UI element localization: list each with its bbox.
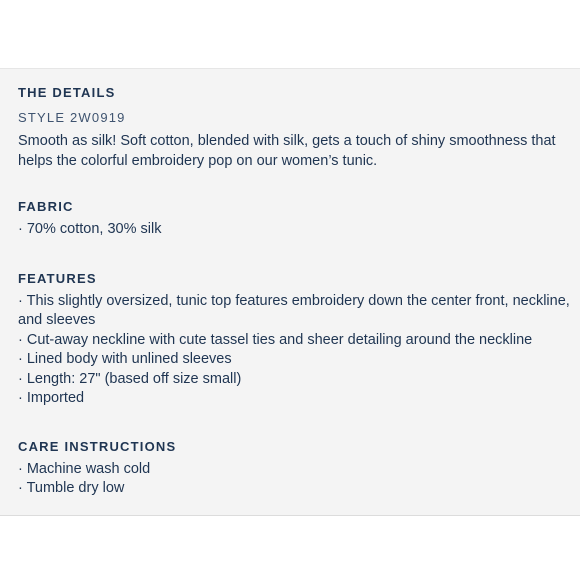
features-section: [18, 271, 570, 409]
fabric-section: [18, 199, 570, 240]
style-number: STYLE 2W0919: [18, 110, 126, 125]
list-item: · Imported: [18, 390, 85, 406]
features-list: [18, 292, 570, 409]
care-section: [18, 439, 570, 499]
list-item: · Cut-away neckline with cute tassel ties and sheer detailing around the neckline: [18, 331, 533, 348]
list-item: · Tumble dry low: [18, 480, 125, 496]
product-details-panel: [0, 68, 580, 516]
list-item: · Length: 27" (based off size small): [18, 370, 242, 387]
details-heading: THE DETAILS: [18, 85, 116, 100]
product-description: Smooth as silk! Soft cotton, blended with silk, gets a touch of shiny smoothness that helps the colorful embroidery pop on our women’s tunic.: [18, 133, 556, 169]
fabric-list: [18, 220, 570, 240]
care-heading: CARE INSTRUCTIONS: [18, 438, 177, 454]
list-item: · This slightly oversized, tunic top features embroidery down the center front, neckline, and sleeves: [18, 292, 570, 328]
product-details-content: [18, 85, 570, 499]
features-heading: FEATURES: [18, 270, 97, 286]
list-item: · Machine wash cold: [18, 460, 151, 477]
list-item: · 70% cotton, 30% silk: [18, 221, 162, 237]
list-item: · Lined body with unlined sleeves: [18, 351, 232, 367]
fabric-heading: FABRIC: [18, 199, 74, 214]
care-list: [18, 460, 570, 499]
